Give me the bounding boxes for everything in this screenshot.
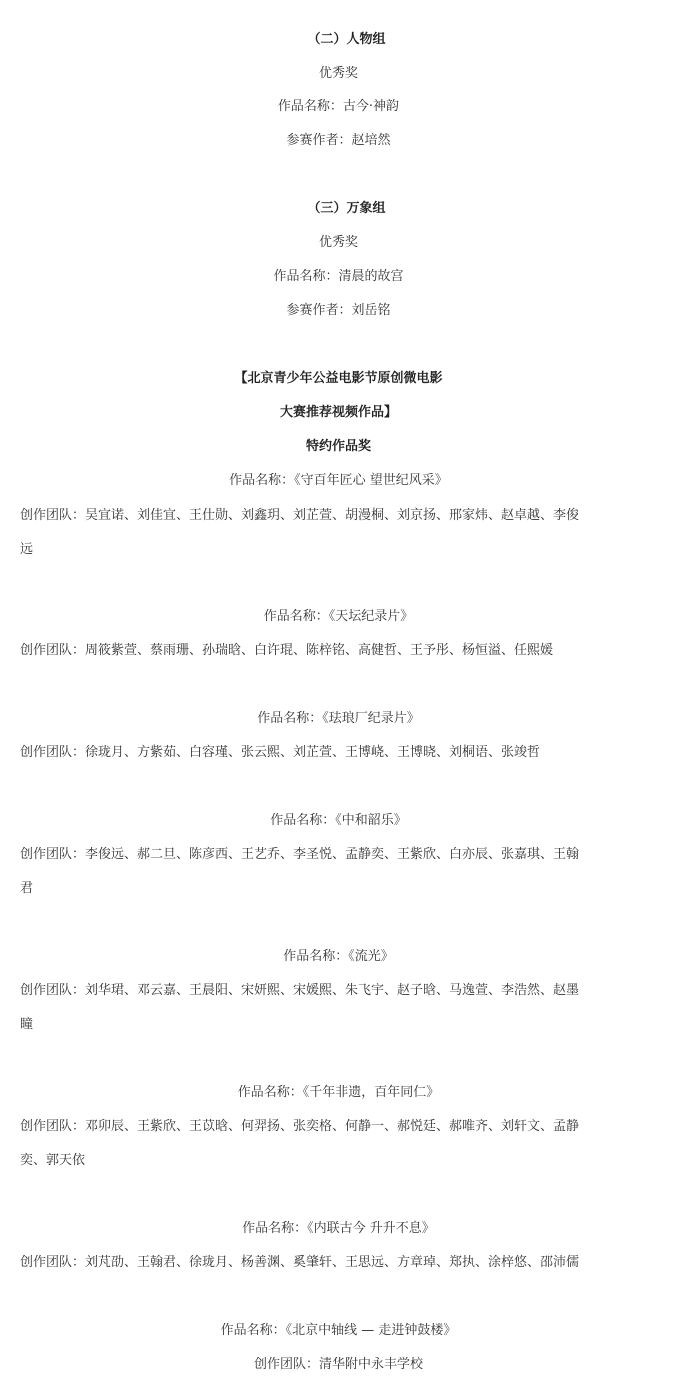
- work-name: 作品名称：《内联古今 升升不息》: [242, 1221, 435, 1236]
- team-members: 创作团队：李俊远、郝二旦、陈彦西、王艺乔、李圣悦、孟静奕、王紫欣、白亦辰、张嘉琪、王翰: [20, 847, 580, 862]
- festival-title-line-2: 大赛推荐视频作品】: [279, 405, 397, 420]
- team-members-continued: 奕、郭天依: [20, 1153, 86, 1168]
- team-members-continued: 瞳: [20, 1017, 34, 1032]
- team-members: 创作团队：刘芃劭、王翰君、徐珑月、杨善渊、奚肇轩、王思远、方章琸、郑执、涂梓悠、邵沛儒: [20, 1255, 580, 1270]
- work-name: 作品名称：《流光》: [283, 949, 394, 964]
- work-name: 作品名称：《天坛纪录片》: [263, 609, 414, 624]
- author: 参赛作者：刘岳铭: [286, 303, 391, 318]
- award-title: 特约作品奖: [305, 439, 371, 454]
- work-name: 作品名称：《北京中轴线 — 走进钟鼓楼》: [220, 1323, 457, 1338]
- work-name: 作品名称：清晨的故宫: [273, 269, 404, 284]
- author: 参赛作者：赵培然: [286, 133, 391, 148]
- work-name: 作品名称：古今·神韵: [277, 99, 400, 114]
- section-heading-figure-group: （二）人物组: [307, 32, 386, 47]
- team-members: 创作团队：清华附中永丰学校: [253, 1357, 423, 1372]
- team-members: 创作团队：邓卯辰、王紫欣、王苡晗、何羿扬、张奕格、何静一、郝悦廷、郝唯齐、刘轩文、孟静: [20, 1119, 580, 1134]
- team-members: 创作团队：刘华珺、邓云嘉、王晨阳、宋妍熙、宋媛熙、朱飞宇、赵子晗、马逸萱、李浩然、赵墨: [20, 983, 580, 998]
- work-name: 作品名称：《守百年匠心 望世纪风采》: [229, 473, 448, 488]
- team-members-continued: 君: [20, 881, 34, 896]
- award-title: 优秀奖: [318, 66, 358, 81]
- work-name: 作品名称：《珐琅厂纪录片》: [257, 711, 420, 726]
- festival-title-line-1: 【北京青少年公益电影节原创微电影: [234, 371, 443, 386]
- team-members: 创作团队：徐珑月、方紫茹、白容瑾、张云熙、刘芷萱、王博峣、王博晓、刘桐语、张竣哲: [20, 745, 541, 760]
- team-members: 创作团队：周筱紫萱、蔡雨珊、孙瑞晗、白许琨、陈梓铭、高健哲、王予彤、杨恒溢、任熙媛: [20, 643, 554, 658]
- team-members: 创作团队：吴宜诺、刘佳宜、王仕勋、刘鑫玥、刘芷萱、胡漫桐、刘京扬、邢家炜、赵卓越、李俊: [20, 508, 580, 523]
- section-heading-vientiane-group: （三）万象组: [307, 201, 386, 216]
- team-members-continued: 远: [20, 542, 34, 557]
- award-title: 优秀奖: [318, 235, 358, 250]
- work-name: 作品名称：《中和韶乐》: [270, 813, 407, 828]
- work-name: 作品名称：《千年非遗，百年同仁》: [237, 1085, 440, 1100]
